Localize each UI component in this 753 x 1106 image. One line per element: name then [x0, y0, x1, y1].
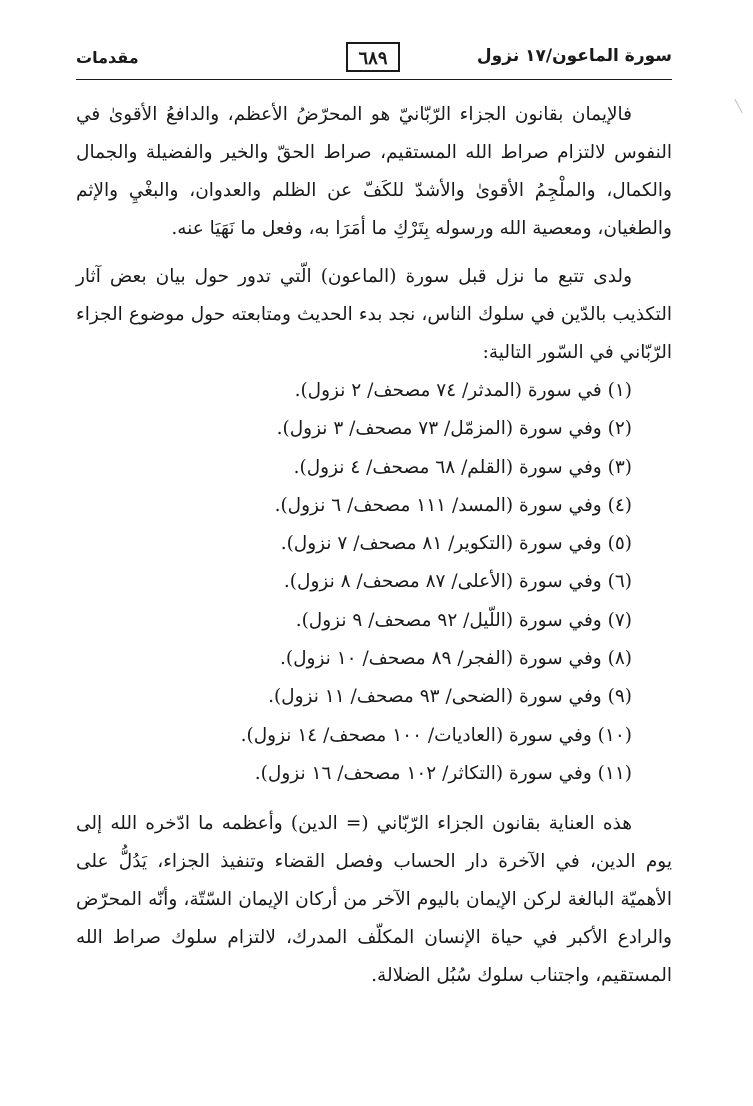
list-item: (٥) وفي سورة (التكوير/ ٨١ مصحف/ ٧ نزول).: [280, 533, 632, 555]
list-item: (٢) وفي سورة (المزمّل/ ٧٣ مصحف/ ٣ نزول).: [276, 418, 632, 440]
header-divider: [76, 79, 672, 80]
list-item: (١٠) وفي سورة (العاديات/ ١٠٠ مصحف/ ١٤ نزول).: [240, 724, 632, 746]
page-body: [76, 96, 672, 995]
surah-list: [76, 372, 672, 793]
paragraph-1: فالإيمان بقانون الجزاء الرّبّانيّ هو المحرّضُ الأعظم، والدافعُ الأقوىٰ في النفوس لالتزام صراط الله المستقيم، صراط الحقّ والخير والفضيلة والجمال والكمال، والملْجِمُ الأقوىٰ والأشدّ للكَفّ عن الظلم والعدوان، والبغْيِ والإثم والطغيان، ومعصية الله ورسوله بِتَرْكِ ما أمَرَا به، وفعل ما نَهَيَا عنه.: [76, 104, 672, 239]
list-item: (٤) وفي سورة (المسد/ ١١١ مصحف/ ٦ نزول).: [274, 494, 632, 516]
paragraph-3: هذه العناية بقانون الجزاء الرّبّاني (= الدين) وأعظمه ما ادّخره الله إلى يوم الدين، في الآخرة دار الحساب وفصل القضاء وتنفيذ الجزاء، يَدُلُّ على الأهميّة البالغة لركن الإيمان باليوم الآخر من أركان الإيمان السّتّة، وأنّه المحرّض والرادع الأكبر في حياة الإنسان المكلّف المدرك، لالتزام سلوك صراط الله المستقيم، واجتناب سلوك سُبُل الضلالة.: [76, 813, 672, 987]
list-item: (٨) وفي سورة (الفجر/ ٨٩ مصحف/ ١٠ نزول).: [279, 648, 632, 670]
list-item: (٣) وفي سورة (القلم/ ٦٨ مصحف/ ٤ نزول).: [293, 456, 632, 478]
list-item: (١١) وفي سورة (التكاثر/ ١٠٢ مصحف/ ١٦ نزول).: [254, 762, 632, 784]
page-header: [76, 44, 672, 78]
list-item: (٦) وفي سورة (الأعلى/ ٨٧ مصحف/ ٨ نزول).: [283, 571, 632, 593]
margin-mark: [734, 99, 742, 114]
list-item: (٩) وفي سورة (الضحى/ ٩٣ مصحف/ ١١ نزول).: [268, 686, 632, 708]
page-number: ٦٨٩: [346, 42, 400, 72]
list-item: (١) في سورة (المدثر/ ٧٤ مصحف/ ٢ نزول).: [294, 380, 632, 401]
paragraph-2: ولدى تتبع ما نزل قبل سورة (الماعون) الّتي تدور حول بيان بعض آثار التكذيب بالدّين في سلوك الناس، نجد بدء الحديث ومتابعته حول موضوع الجزاء الرّبّاني في السّور التالية:: [76, 266, 672, 363]
running-title-section: مقدمات: [76, 48, 139, 67]
list-item: (٧) وفي سورة (اللّيل/ ٩٢ مصحف/ ٩ نزول).: [295, 609, 632, 631]
running-title-surah: سورة الماعون/١٧ نزول: [476, 46, 672, 66]
